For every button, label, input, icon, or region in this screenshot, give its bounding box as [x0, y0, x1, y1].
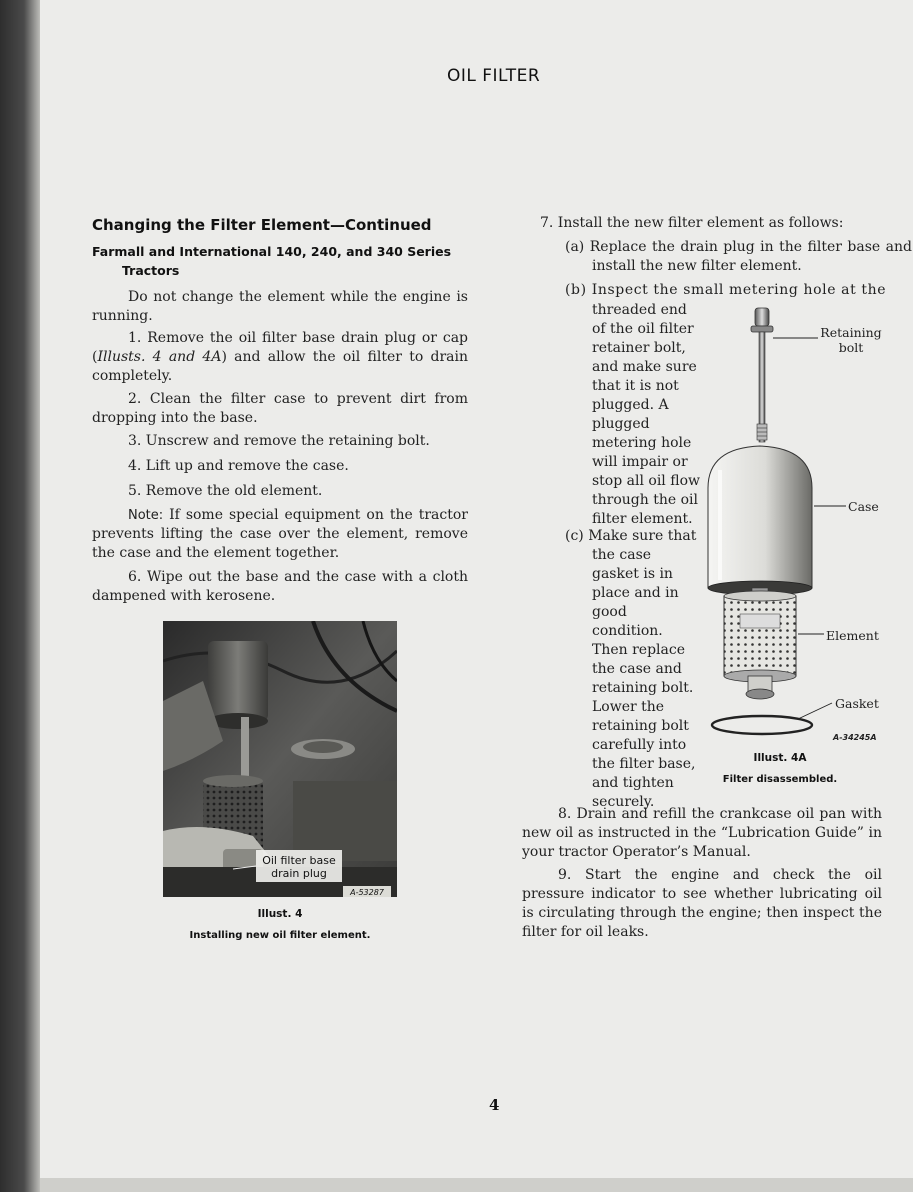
label-retaining-bolt-line1: Retaining: [820, 325, 882, 340]
step-1-text-b: ) and allow the oil filter to drain completely.: [92, 349, 468, 384]
step-5: 5. Remove the old element.: [128, 483, 323, 499]
step-4: 4. Lift up and remove the case.: [128, 458, 349, 474]
photo-callout-line1: Oil filter base: [262, 854, 336, 867]
label-retaining-bolt-line2: bolt: [838, 340, 864, 355]
step-1-illustration-ref: Illusts. 4 and 4A: [97, 349, 222, 365]
photo-callout-line2: drain plug: [271, 867, 327, 880]
illust-4a-caption: Filter disassembled.: [722, 774, 838, 785]
page-number: 4: [489, 1096, 500, 1114]
step-3: 3. Unscrew and remove the retaining bolt.: [128, 433, 430, 449]
label-case: Case: [848, 499, 879, 514]
diagram-code: A-34245A: [833, 733, 877, 742]
page-bottom-edge: [40, 1178, 913, 1192]
step-7a: (a) Replace the drain plug in the filter base and install the new filter element.: [565, 239, 912, 274]
sub-heading-line2: Tractors: [122, 263, 180, 278]
label-element: Element: [826, 628, 879, 643]
section-heading: Changing the Filter Element—Continued: [92, 216, 432, 234]
step-7c-first-line: (c) Make sure that: [565, 528, 697, 544]
label-retaining-bolt: [820, 325, 882, 355]
intro-paragraph: Do not change the element while the engine is running.: [92, 289, 468, 324]
step-7b-rest: threaded end of the oil filter retainer bolt, and make sure that it is not plugged. A plugged metering hole will impair or stop all oil flow through the oil filter element.: [592, 302, 700, 527]
illust-4-caption: Installing new oil filter element.: [189, 930, 371, 941]
label-gasket: Gasket: [835, 696, 879, 711]
note-text: If some special equipment on the tractor prevents lifting the case over the element, remove the case and the element together.: [92, 507, 468, 561]
step-1: [92, 329, 468, 386]
step-7c-rest: the case gasket is in place and in good condition. Then replace the case and retaining bolt. Lower the retaining bolt carefully into the filter base, and tighten securely.: [592, 547, 696, 810]
step-2: 2. Clean the filter case to prevent dirt from dropping into the base.: [92, 391, 468, 426]
illust-4a-title: Illust. 4A: [753, 752, 807, 764]
page-title: OIL FILTER: [447, 66, 541, 86]
illust-4-title: Illust. 4: [257, 908, 303, 920]
step-7b-first-line: (b) Inspect the small metering hole at the: [565, 282, 887, 298]
filter-disassembled-diagram: [700, 298, 910, 748]
sub-heading-line1: Farmall and International 140, 240, and 340 Series: [92, 244, 452, 259]
step-9: 9. Start the engine and check the oil pressure indicator to see whether lubricating oil is circulating through the engine; then inspect the filter for oil leaks.: [522, 867, 882, 940]
book-spine: [0, 0, 40, 1192]
oil-filter-photo: [163, 621, 397, 897]
step-8: 8. Drain and refill the crankcase oil pan with new oil as instructed in the “Lubrication Guide” in your tractor Operator’s Manual.: [522, 806, 882, 860]
note-label: Note:: [128, 508, 164, 523]
step-1-text-a: 1. Remove the oil filter base drain plug or cap (: [92, 330, 468, 365]
photo-code: A-53287: [350, 888, 384, 897]
step-7: 7. Install the new filter element as follows:: [540, 215, 844, 231]
note-paragraph: [92, 506, 468, 563]
step-6: 6. Wipe out the base and the case with a cloth dampened with kerosene.: [92, 569, 468, 604]
